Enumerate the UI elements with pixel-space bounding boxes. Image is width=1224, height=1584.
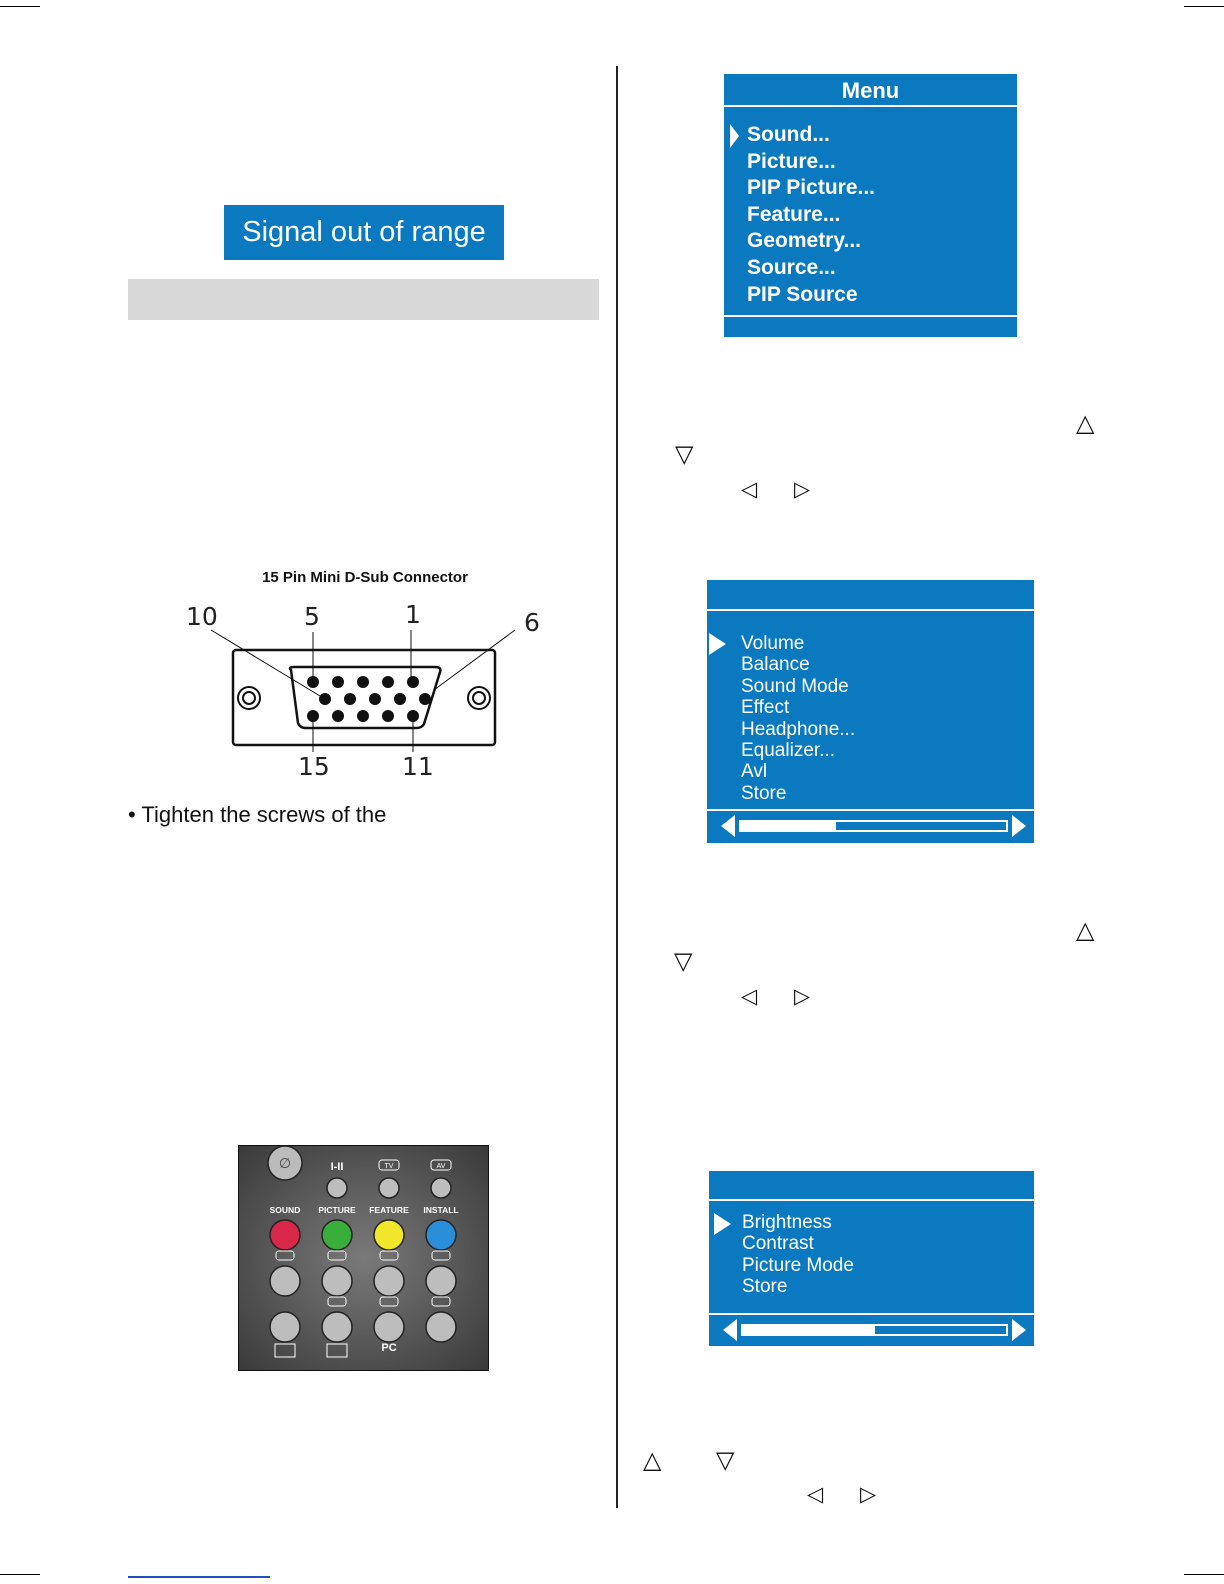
svg-text:INSTALL: INSTALL	[423, 1205, 459, 1215]
svg-text:SOUND: SOUND	[269, 1205, 301, 1215]
main-menu-items	[747, 122, 875, 308]
right-arrow-icon: ▷	[794, 984, 811, 1008]
slider-right-arrow-icon	[1012, 1319, 1026, 1341]
green-button	[322, 1220, 352, 1250]
sound-menu-item[interactable]: Sound Mode	[741, 675, 849, 697]
red-button	[270, 1220, 300, 1250]
main-menu-item[interactable]: Source...	[747, 255, 836, 279]
main-menu-item[interactable]: Picture...	[747, 149, 836, 173]
main-menu-title: Menu	[841, 78, 900, 103]
picture-menu-bottom-rule	[709, 1313, 1034, 1315]
picture-menu-item[interactable]: Picture Mode	[742, 1254, 854, 1276]
right-arrow-icon: ▷	[860, 1482, 877, 1506]
dsub-connector-drawing	[178, 600, 548, 790]
selection-arrow-icon	[709, 633, 726, 655]
main-menu-top-rule	[724, 105, 1017, 107]
slider-left-arrow-icon	[721, 815, 735, 837]
main-menu-panel	[724, 74, 1017, 337]
picture-slider[interactable]	[741, 1324, 1008, 1336]
sound-menu-panel	[707, 580, 1034, 843]
main-menu-bottom-rule	[724, 315, 1017, 317]
svg-text:PC: PC	[381, 1342, 397, 1354]
slider-left-arrow-icon	[723, 1319, 737, 1341]
selection-arrow-icon	[730, 124, 739, 148]
up-arrow-icon: △	[1076, 916, 1095, 944]
right-arrow-icon: ▷	[794, 477, 811, 501]
main-menu-item[interactable]: Geometry...	[747, 229, 861, 253]
tighten-screws-text: • Tighten the screws of the	[128, 802, 387, 827]
up-arrow-icon: △	[1076, 409, 1095, 437]
yellow-button	[374, 1220, 404, 1250]
sound-menu-item[interactable]: Headphone...	[741, 718, 856, 740]
sound-slider[interactable]	[739, 820, 1008, 832]
picture-slider-empty	[875, 1326, 1006, 1334]
left-arrow-icon: ◁	[807, 1482, 824, 1506]
sound-menu-top-rule	[707, 609, 1034, 611]
down-arrow-icon: ▽	[716, 1446, 735, 1474]
main-menu-item[interactable]: Feature...	[747, 202, 841, 226]
main-menu-item[interactable]: PIP Picture...	[747, 176, 875, 200]
pin-label-5: 5	[304, 602, 320, 631]
sound-menu-item[interactable]: Volume	[741, 633, 805, 654]
svg-text:PICTURE: PICTURE	[318, 1205, 356, 1215]
pin-label-11: 11	[402, 752, 434, 781]
picture-menu-top-rule	[709, 1199, 1034, 1201]
down-arrow-icon: ▽	[675, 440, 694, 468]
picture-menu-items	[742, 1212, 854, 1298]
section-header-band	[128, 279, 599, 320]
pin-label-15: 15	[298, 752, 330, 781]
svg-text:FEATURE: FEATURE	[369, 1205, 409, 1215]
column-divider	[616, 66, 618, 1508]
connector-title: 15 Pin Mini D-Sub Connector	[262, 569, 468, 586]
remote-control-image	[238, 1145, 489, 1371]
pin-label-10: 10	[186, 602, 218, 631]
footer-underline	[128, 1576, 270, 1578]
crop-mark-top-left	[0, 6, 40, 7]
slider-right-arrow-icon	[1012, 815, 1026, 837]
svg-text:TV: TV	[384, 1163, 394, 1170]
connector-diagram	[178, 600, 548, 790]
picture-menu-item[interactable]: Brightness	[742, 1212, 832, 1233]
picture-menu-panel	[709, 1171, 1034, 1346]
sound-menu-item[interactable]: Balance	[741, 654, 810, 676]
picture-menu-item[interactable]: Store	[742, 1276, 788, 1298]
svg-text:I-II: I-II	[330, 1161, 344, 1173]
pin-label-1: 1	[405, 600, 421, 629]
sound-menu-item[interactable]: Avl	[741, 761, 768, 783]
main-menu-item[interactable]: Sound...	[747, 123, 830, 146]
remote-drawing	[238, 1145, 489, 1371]
svg-text:∅: ∅	[278, 1156, 292, 1172]
sound-menu-item[interactable]: Equalizer...	[741, 740, 835, 762]
left-arrow-icon: ◁	[741, 477, 758, 501]
sound-menu-bottom-rule	[707, 809, 1034, 811]
pin-label-6: 6	[524, 608, 540, 637]
blue-button	[426, 1220, 456, 1250]
signal-out-of-range-box	[224, 205, 504, 260]
picture-menu-item[interactable]: Contrast	[742, 1233, 814, 1255]
up-arrow-icon: △	[643, 1446, 662, 1474]
crop-mark-bottom-left	[0, 1574, 40, 1575]
main-menu-item[interactable]: PIP Source	[747, 282, 858, 306]
selection-arrow-icon	[714, 1213, 731, 1235]
signal-out-of-range-text: Signal out of range	[242, 216, 486, 248]
sound-slider-empty	[836, 822, 1006, 830]
crop-mark-bottom-right	[1184, 1574, 1224, 1575]
sound-menu-items	[741, 633, 855, 804]
crop-mark-top-right	[1184, 6, 1224, 7]
left-arrow-icon: ◁	[741, 984, 758, 1008]
down-arrow-icon: ▽	[674, 947, 693, 975]
svg-text:AV: AV	[436, 1163, 446, 1170]
sound-menu-item[interactable]: Effect	[741, 697, 790, 719]
sound-menu-item[interactable]: Store	[741, 782, 787, 804]
